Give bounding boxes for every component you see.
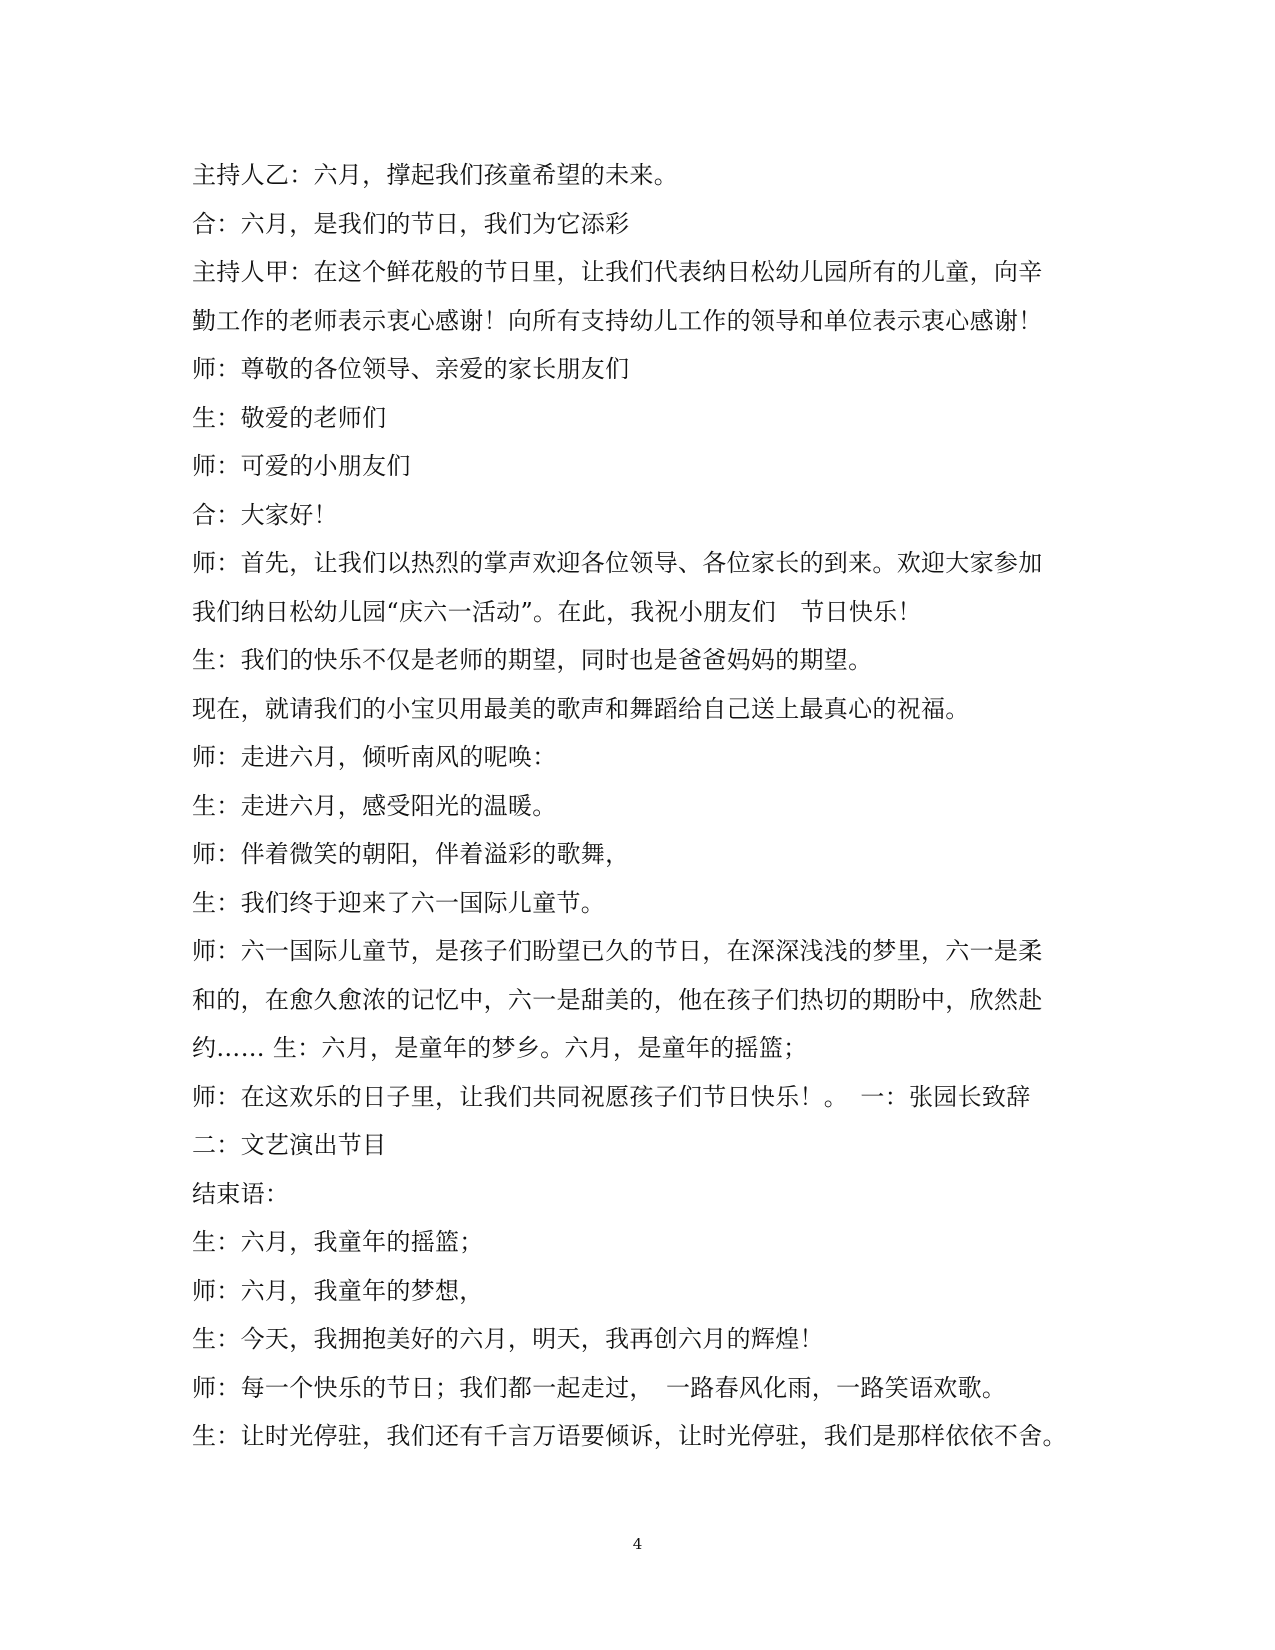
text-line: 二：文艺演出节目 — [192, 1131, 387, 1159]
document-body — [192, 151, 1092, 1461]
text-line: 师：每一个快乐的节日；我们都一起走过， 一路春风化雨，一路笑语欢歌。 — [192, 1373, 1007, 1402]
text-line: 师：在这欢乐的日子里，让我们共同祝愿孩子们节日快乐！。 一：张园长致辞 — [192, 1082, 1031, 1111]
text-line: 师：可爱的小朋友们 — [192, 452, 411, 480]
text-line: 生：走进六月，感受阳光的温暖。 — [192, 791, 557, 820]
text-line: 现在，就请我们的小宝贝用最美的歌声和舞蹈给自己送上最真心的祝福。 — [192, 694, 970, 723]
text-line: 生：今天，我拥抱美好的六月，明天，我再创六月的辉煌！ — [192, 1325, 824, 1353]
text-line: 约…… 生：六月，是童年的梦乡。六月，是童年的摇篮； — [192, 1034, 808, 1062]
text-line: 合：大家好！ — [192, 500, 338, 529]
text-line: 生：六月，我童年的摇篮； — [192, 1228, 484, 1256]
text-line: 主持人乙：六月，撑起我们孩童希望的未来。 — [192, 161, 678, 189]
text-line: 合：六月，是我们的节日，我们为它添彩 — [192, 209, 630, 238]
text-line: 师：首先，让我们以热烈的掌声欢迎各位领导、各位家长的到来。欢迎大家参加 — [192, 549, 1043, 577]
text-line: 师：尊敬的各位领导、亲爱的家长朋友们 — [192, 355, 630, 383]
text-line: 我们纳日松幼儿园“庆六一活动”。在此，我祝小朋友们 节日快乐！ — [192, 597, 922, 626]
page-number: 4 — [632, 1535, 643, 1553]
text-line: 师：六一国际儿童节，是孩子们盼望已久的节日，在深深浅浅的梦里，六一是柔 — [192, 937, 1043, 965]
text-line: 生：敬爱的老师们 — [192, 403, 387, 432]
text-line: 和的，在愈久愈浓的记忆中，六一是甜美的，他在孩子们热切的期盼中，欣然赴 — [192, 985, 1043, 1014]
text-line: 勤工作的老师表示衷心感谢！向所有支持幼儿工作的领导和单位表示衷心感谢！ — [192, 306, 1043, 335]
text-line: 生：我们的快乐不仅是老师的期望，同时也是爸爸妈妈的期望。 — [192, 646, 873, 674]
text-line: 师：走进六月，倾听南风的呢唤： — [192, 743, 557, 771]
text-line: 结束语： — [192, 1179, 290, 1208]
text-line: 师：六月，我童年的梦想， — [192, 1276, 484, 1305]
text-line: 生：我们终于迎来了六一国际儿童节。 — [192, 888, 606, 917]
text-line: 主持人甲：在这个鲜花般的节日里，让我们代表纳日松幼儿园所有的儿童，向辛 — [192, 258, 1043, 286]
text-line: 生：让时光停驻，我们还有千言万语要倾诉，让时光停驻，我们是那样依依不舍。 — [192, 1422, 1067, 1450]
text-line: 师：伴着微笑的朝阳，伴着溢彩的歌舞， — [192, 840, 630, 868]
